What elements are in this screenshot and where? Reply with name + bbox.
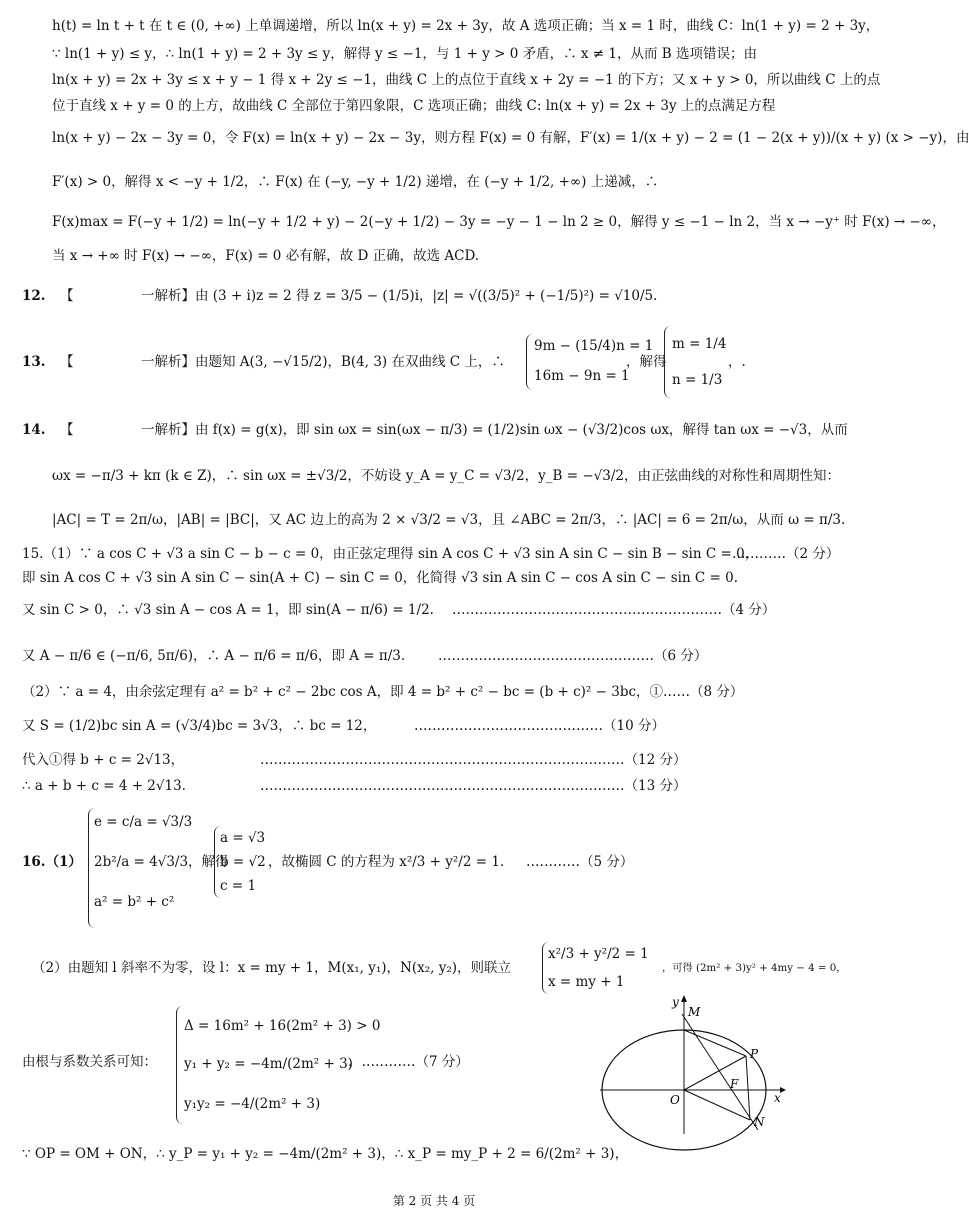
q11-line-1: h(t) = ln t + t 在 t ∈ (0, +∞) 上单调递增，所以 ln(x + y) = 2x + 3y，故 A 选项正确；当 x = 1 时，曲线 C：ln(1 + y) = 2 + 3y， <box>52 18 880 34</box>
q11-line-7: F(x)max = F(−y + 1/2) = ln(−y + 1/2 + y) − 2(−y + 1/2) − 3y = −y − 1 − ln 2 ≥ 0，解得 y ≤ −1 − ln 2，当 x → −y⁺ 时 F(x) → −∞， <box>52 214 946 230</box>
q15-score-1: …………（2 分） <box>732 546 840 562</box>
q16-solve-text: ，解得 <box>188 854 229 870</box>
q16-vieta-brace <box>176 1006 183 1124</box>
q14-line-3: |AC| = T = 2π/ω，|AB| = |BC|，又 AC 边上的高为 2 × √3/2 = √3，且 ∠ABC = 2π/3，∴ |AC| = 6 = 2π/ω，从而 ω = π/3. <box>52 512 846 528</box>
q14-line-2: ωx = −π/3 + kπ (k ∈ Z)，∴ sin ωx = ±√3/2，不妨设 y_A = y_C = √3/2，y_B = −√3/2，由正弦曲线的对称性和周期性知： <box>52 468 840 484</box>
q16-result-c: c = 1 <box>220 878 257 894</box>
label-x: x <box>774 1091 781 1105</box>
q11-line-5: ln(x + y) − 2x − 3y = 0，令 F(x) = ln(x + y) − 2x − 3y，则方程 F(x) = 0 有解，F′(x) = 1/(x + y) − 2 = (1 − 2(x + y))/(x + y) (x > −y)，由 <box>52 130 969 146</box>
q12-line: 【 一解析】由 (3 + i)z = 2 得 z = 3/5 − (1/5)i，|z| = √((3/5)² + (−1/5)²) = √10/5. <box>60 288 658 304</box>
q12-number: 12. <box>22 288 46 304</box>
q16-ellipse-equation: ，故椭圆 C 的方程为 x²/3 + y²/2 = 1. <box>268 854 505 870</box>
q16-last-line: ∵ OP = OM + ON，∴ y_P = y₁ + y₂ = −4m/(2m² + 3)，∴ x_P = my_P + 2 = 6/(2m² + 3)， <box>22 1146 629 1162</box>
q16-eq-eccentricity: e = c/a = √3/3 <box>94 814 193 830</box>
q11-line-3: ln(x + y) = 2x + 3y ≤ x + y − 1 得 x + 2y ≤ −1，曲线 C 上的点位于直线 x + 2y = −1 的下方；又 x + y > 0，所以曲线 C 上的点 <box>52 72 881 88</box>
q13-system-brace <box>526 334 533 390</box>
q16-number: 16.（1） <box>22 854 82 870</box>
q13-equation-2: 16m − 9n = 1 <box>534 368 630 384</box>
q15-line-4: 又 A − π/6 ∈ (−π/6, 5π/6)，∴ A − π/6 = π/6，即 A = π/3. <box>22 648 406 664</box>
segment-on <box>684 1090 750 1120</box>
q14-number: 14. <box>22 422 46 438</box>
q16-vieta-discriminant: Δ = 16m² + 16(2m² + 3) > 0 <box>184 1018 381 1034</box>
segment-pn <box>746 1056 750 1120</box>
q15-line-3: 又 sin C > 0，∴ √3 sin A − cos A = 1，即 sin(A − π/6) = 1/2. <box>22 602 434 618</box>
label-o: O <box>670 1093 680 1107</box>
q15-score-3: ……………………………………………………（4 分） <box>452 602 776 618</box>
q16-eq-latus: 2b²/a = 4√3/3 <box>94 854 189 870</box>
q16-vieta-lead: 由根与系数关系可知： <box>22 1054 157 1070</box>
q13-solution-m: m = 1/4 <box>672 336 727 352</box>
q15-line-2: 即 sin A cos C + √3 sin A sin C − sin(A + C) − sin C = 0，化简得 √3 sin A sin C − cos A sin C − sin C = 0. <box>22 570 739 586</box>
q13-equation-1: 9m − (15/4)n = 1 <box>534 338 654 354</box>
q13-main: 【 一解析】由题知 A(3, −√15/2)，B(4, 3) 在双曲线 C 上，∴ <box>60 354 505 370</box>
q15-line-8: ∴ a + b + c = 4 + 2√13. <box>22 778 186 794</box>
q15-score-7: ………………………………………………………………………（12 分） <box>260 752 687 768</box>
label-n: N <box>754 1115 765 1129</box>
q15-line-7: 代入①得 b + c = 2√13， <box>22 752 185 768</box>
q16-part2-line: （2）由题知 l 斜率不为零，设 l：x = my + 1，M(x₁, y₁)，N(x₂, y₂)，则联立 <box>32 960 512 976</box>
label-y: y <box>672 995 679 1009</box>
q13-end: ，. <box>728 354 746 370</box>
label-f: F <box>730 1077 739 1091</box>
q11-line-6: F′(x) > 0，解得 x < −y + 1/2，∴ F(x) 在 (−y, −y + 1/2) 递增，在 (−y + 1/2, +∞) 上递减，∴ <box>52 174 659 190</box>
q15-score-6: ……………………………………（10 分） <box>414 718 665 734</box>
q11-line-8: 当 x → +∞ 时 F(x) → −∞，F(x) = 0 必有解，故 D 正确，故选 ACD. <box>52 248 480 264</box>
q16-part2-eq-2: x = my + 1 <box>548 974 625 990</box>
q16-eq-relation: a² = b² + c² <box>94 894 175 910</box>
q15-line-5: （2）∵ a = 4，由余弦定理有 a² = b² + c² − 2bc cos A，即 4 = b² + c² − bc = (b + c)² − 3bc，①……（8 分） <box>22 684 744 700</box>
x-axis-arrow <box>780 1087 786 1093</box>
q15-line-1: 15.（1）∵ a cos C + √3 a sin C − b − c = 0，由正弦定理得 sin A cos C + √3 sin A sin C − sin B − sin C = 0， <box>22 546 759 562</box>
q11-line-2: ∵ ln(1 + y) ≤ y，∴ ln(1 + y) = 2 + 3y ≤ y，解得 y ≤ −1，与 1 + y > 0 矛盾，∴ x ≠ 1，从而 B 选项错误；由 <box>52 46 757 62</box>
q16-result-b: b = √2 <box>220 854 266 870</box>
q13-number: 13. <box>22 354 46 370</box>
q16-result-a: a = √3 <box>220 830 266 846</box>
ellipse-diagram <box>596 994 796 1136</box>
label-p: P <box>750 1047 759 1061</box>
q16-vieta-product: y₁y₂ = −4/(2m² + 3) <box>184 1096 321 1112</box>
q15-score-4: …………………………………………（6 分） <box>438 648 708 664</box>
q11-line-4: 位于直线 x + y = 0 的上方，故曲线 C 全部位于第四象限，C 选项正确；曲线 C: ln(x + y) = 2x + 3y 上的点满足方程 <box>52 98 776 114</box>
q13-solve-text: ，解得 <box>626 354 667 370</box>
q15-score-8: ………………………………………………………………………（13 分） <box>260 778 687 794</box>
q16-score-1: …………（5 分） <box>526 854 634 870</box>
q16-vieta-sum: y₁ + y₂ = −4m/(2m² + 3) <box>184 1056 353 1072</box>
y-axis-arrow <box>681 995 687 1002</box>
q13-solution-brace <box>664 326 671 398</box>
q16-part2-quadratic: ，可得 (2m² + 3)y² + 4my − 4 = 0， <box>662 962 847 974</box>
page-footer: 第 2 页 共 4 页 <box>392 1194 476 1208</box>
q15-line-6: 又 S = (1/2)bc sin A = (√3/4)bc = 3√3，∴ bc = 12， <box>22 718 377 734</box>
label-m: M <box>688 1005 701 1019</box>
q13-solution-n: n = 1/3 <box>672 372 723 388</box>
q14-line-1: 【 一解析】由 f(x) = g(x)，即 sin ωx = sin(ωx − π/3) = (1/2)sin ωx − (√3/2)cos ωx，解得 tan ωx = −√3，从而 <box>60 422 848 438</box>
q16-score-2: ，…………（7 分） <box>348 1054 469 1070</box>
q16-part2-eq-1: x²/3 + y²/2 = 1 <box>548 946 649 962</box>
